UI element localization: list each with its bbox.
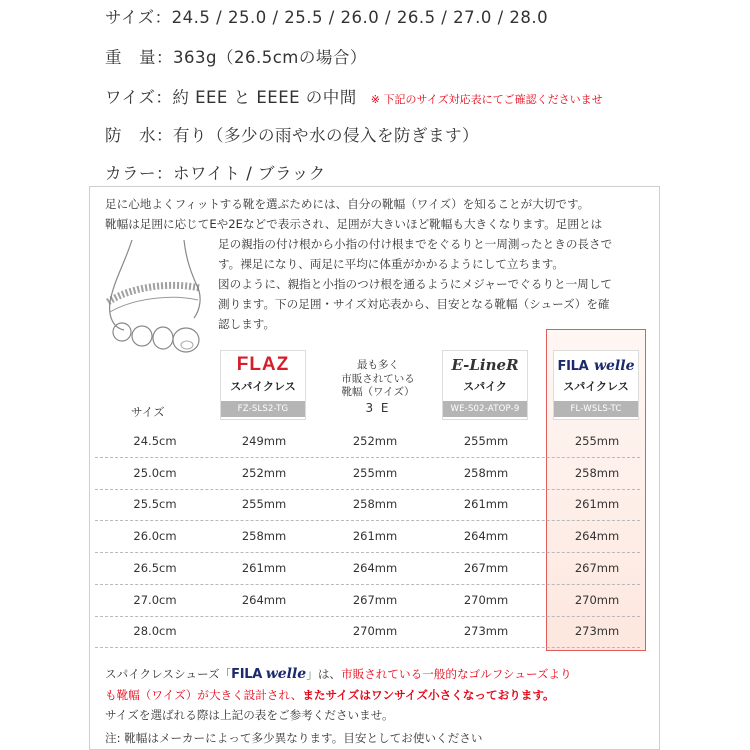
bottom-line-1-a: スパイクレスシューズ「 (105, 667, 232, 681)
bottom-line-1 (105, 664, 572, 685)
intro-line-4: す。裸足になり、両足に平均に体重がかかるようにして立ちます。 (218, 257, 564, 271)
logo-fila-welle (553, 350, 639, 420)
table-row (95, 584, 640, 617)
bottom-fila-wordmark: FILA (231, 667, 263, 682)
spec-weight: 重 量：363g（26.5cmの場合） (105, 48, 367, 67)
bottom-line-2-red: も靴幅（ワイズ）が大きく設計され、 (105, 688, 303, 702)
intro-line-1: 足に心地よくフィットする靴を選ぶためには、自分の靴幅（ワイズ）を知ることが大切です。 (105, 197, 590, 211)
table-row (95, 425, 640, 458)
brand-flaz: FLAZ (236, 354, 290, 375)
brand-fila-welle (554, 351, 638, 379)
width-cell: 261mm (241, 560, 287, 575)
bottom-line-2-bold: またサイズはワンサイズ小さくなっております。 (302, 688, 555, 702)
width-cell: 264mm (463, 529, 509, 544)
logo-eliner (442, 350, 528, 420)
intro-line-7: 認します。 (218, 317, 276, 331)
width-cell: 267mm (352, 592, 398, 607)
model-eliner: WE-S02-ATOP-9 (443, 401, 527, 417)
width-cell: 258mm (574, 465, 620, 480)
intro-line-2: 靴幅は足囲に応じてEや2Eなどで表示され、足囲が大きいほど靴幅も大きくなります。足囲とは (105, 217, 603, 231)
width-cell: 270mm (352, 624, 398, 639)
width-cell: 270mm (463, 592, 509, 607)
size-header: サイズ (131, 405, 165, 419)
width-cell: 252mm (352, 434, 398, 448)
category-flaz: スパイクレス (230, 380, 296, 393)
bottom-line-3: サイズを選ばれる際は上記の表をご参考くださいませ。 (105, 708, 394, 722)
common-width-value: 3 E (365, 400, 391, 415)
width-cell: 255mm (574, 434, 620, 448)
category-fila-welle: スパイクレス (563, 380, 629, 393)
size-cell: 25.5cm (133, 497, 177, 512)
spec-width-note: ※ 下記のサイズ対応表にてご確認くださいませ (370, 93, 603, 106)
size-cell: 25.0cm (133, 465, 177, 480)
width-cell (219, 615, 309, 648)
bottom-line-4: 注: 靴幅はメーカーによって多少異なります。目安としてお使いください (105, 731, 483, 745)
width-cell: 267mm (574, 560, 620, 575)
category-eliner: スパイク (463, 380, 507, 393)
table-row (95, 615, 640, 648)
intro-line-6: 測ります。下の足囲・サイズ対応表から、目安となる靴幅（シューズ）を確 (218, 297, 610, 311)
common-width-line-2: 市販されている (341, 372, 415, 385)
width-cell: 273mm (574, 624, 620, 639)
width-cell: 249mm (241, 434, 287, 448)
size-cell: 27.0cm (133, 592, 177, 607)
logo-flaz (220, 350, 306, 420)
width-cell: 258mm (241, 529, 287, 544)
table-row (95, 457, 640, 490)
width-cell: 255mm (463, 434, 509, 448)
spec-width (105, 84, 603, 108)
width-cell: 273mm (463, 624, 509, 639)
width-cell: 264mm (574, 529, 620, 544)
brand-eliner: E-LineR (451, 356, 519, 374)
width-cell: 270mm (574, 592, 620, 607)
table-row (95, 552, 640, 585)
model-fila-welle: FL-WSLS-TC (554, 401, 638, 417)
bottom-line-1-b: 」は、 (306, 667, 342, 681)
intro-line-5: 図のように、親指と小指のつけ根を通るようにメジャーでぐるりと一周して (218, 277, 612, 291)
table-row (95, 520, 640, 553)
size-cell: 26.5cm (133, 560, 177, 575)
width-cell: 264mm (241, 592, 287, 607)
common-width-note (341, 359, 415, 415)
width-cell: 261mm (352, 529, 398, 544)
bottom-line-2 (105, 685, 555, 705)
fila-wordmark: FILA (557, 359, 589, 374)
width-cell: 261mm (463, 497, 509, 512)
width-cell: 258mm (463, 465, 509, 480)
spec-waterproof: 防 水：有り（多少の雨や水の侵入を防ぎます） (105, 126, 479, 145)
size-cell: 26.0cm (133, 529, 177, 544)
width-cell: 261mm (574, 497, 620, 512)
foot-measure-illustration (102, 240, 232, 355)
spec-color: カラー：ホワイト / ブラック (105, 164, 326, 183)
width-cell: 264mm (352, 560, 398, 575)
size-cell: 28.0cm (133, 624, 177, 639)
spec-size: サイズ：24.5 / 25.0 / 25.5 / 26.0 / 26.5 / 27.0 / 28.0 (105, 8, 549, 27)
width-cell: 258mm (352, 497, 398, 512)
size-cell: 24.5cm (133, 434, 177, 448)
width-cell: 267mm (463, 560, 509, 575)
common-width-line-1: 最も多く (357, 359, 399, 371)
width-cell: 252mm (241, 465, 287, 480)
intro-line-3: 足の親指の付け根から小指の付け根までをぐるりと一周測ったときの長さで (218, 237, 613, 251)
bottom-line-1-red: 市販されている一般的なゴルフシューズより (341, 667, 572, 681)
bottom-welle-wordmark: welle (265, 666, 307, 682)
common-width-line-3: 靴幅（ワイズ） (341, 386, 415, 398)
model-flaz: FZ-SLS2-TG (221, 401, 305, 417)
welle-wordmark: welle (593, 358, 635, 374)
spec-width-text: ワイズ：約 EEE と EEEE の中間 (105, 88, 357, 107)
width-cell: 255mm (241, 497, 287, 512)
table-row (95, 488, 640, 521)
width-cell: 255mm (352, 465, 398, 480)
